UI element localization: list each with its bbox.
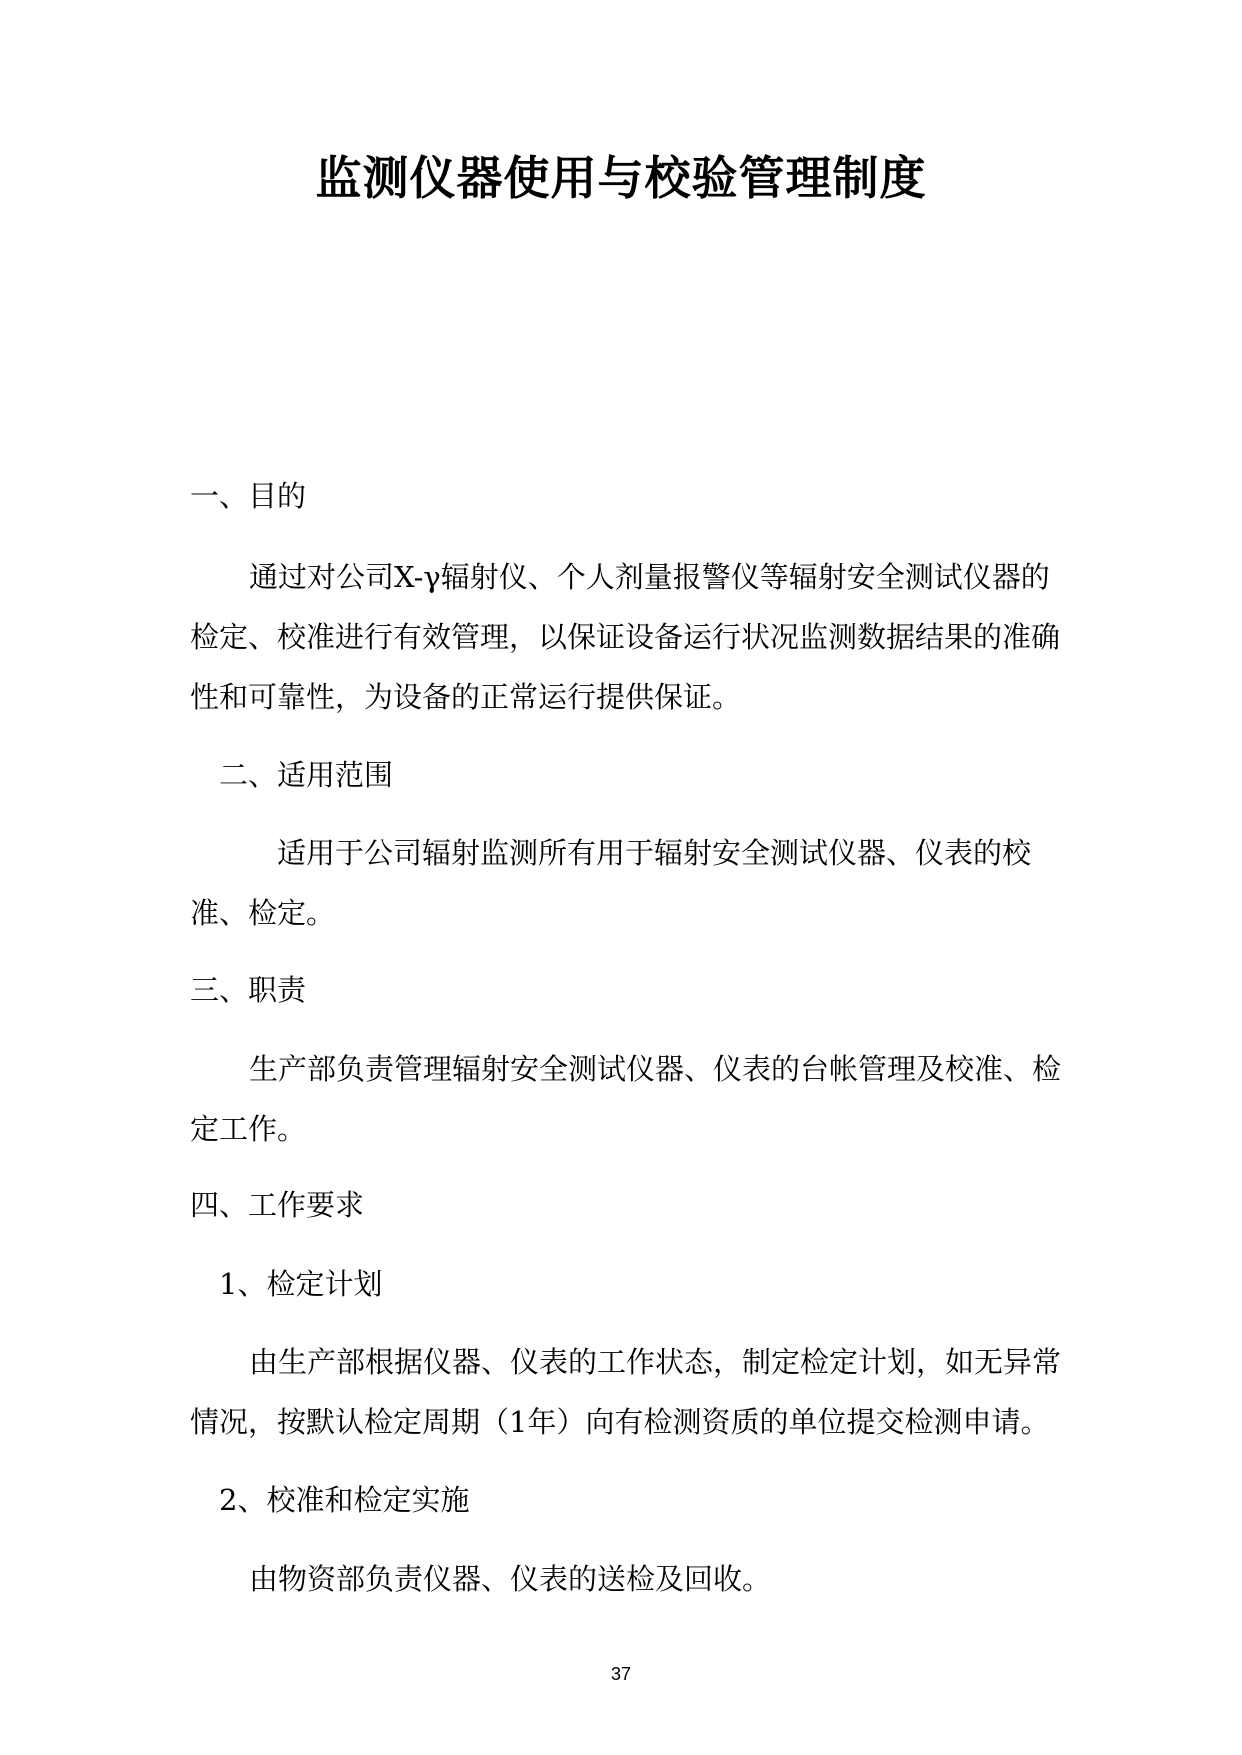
paragraph-line: 定工作。 — [190, 1112, 307, 1146]
section-heading-purpose: 一、目的 — [190, 479, 307, 513]
subsection-heading-implementation: 2、校准和检定实施 — [219, 1483, 470, 1517]
paragraph-line: 情况，按默认检定周期（1年）向有检测资质的单位提交检测申请。 — [190, 1405, 1050, 1439]
paragraph-line: 适用于公司辐射监测所有用于辐射安全测试仪器、仪表的校 — [277, 836, 1032, 870]
subsection-heading-plan: 1、检定计划 — [219, 1267, 383, 1301]
paragraph-line: 由生产部根据仪器、仪表的工作状态，制定检定计划，如无异常 — [249, 1345, 1062, 1379]
document-title: 监测仪器使用与校验管理制度 — [315, 151, 927, 205]
paragraph-line: 性和可靠性，为设备的正常运行提供保证。 — [190, 680, 742, 714]
paragraph-line: 准、检定。 — [190, 896, 336, 930]
section-heading-duties: 三、职责 — [190, 973, 307, 1007]
section-heading-scope: 二、适用范围 — [219, 758, 394, 792]
paragraph-line: 检定、校准进行有效管理，以保证设备运行状况监测数据结果的准确 — [190, 620, 1061, 654]
page-number: 37 — [610, 1664, 632, 1684]
paragraph-line: 由物资部负责仪器、仪表的送检及回收。 — [249, 1562, 772, 1596]
section-heading-requirements: 四、工作要求 — [190, 1188, 365, 1222]
paragraph-line: 通过对公司X-γ辐射仪、个人剂量报警仪等辐射安全测试仪器的 — [249, 560, 1050, 594]
paragraph-line: 生产部负责管理辐射安全测试仪器、仪表的台帐管理及校准、检 — [249, 1052, 1062, 1086]
